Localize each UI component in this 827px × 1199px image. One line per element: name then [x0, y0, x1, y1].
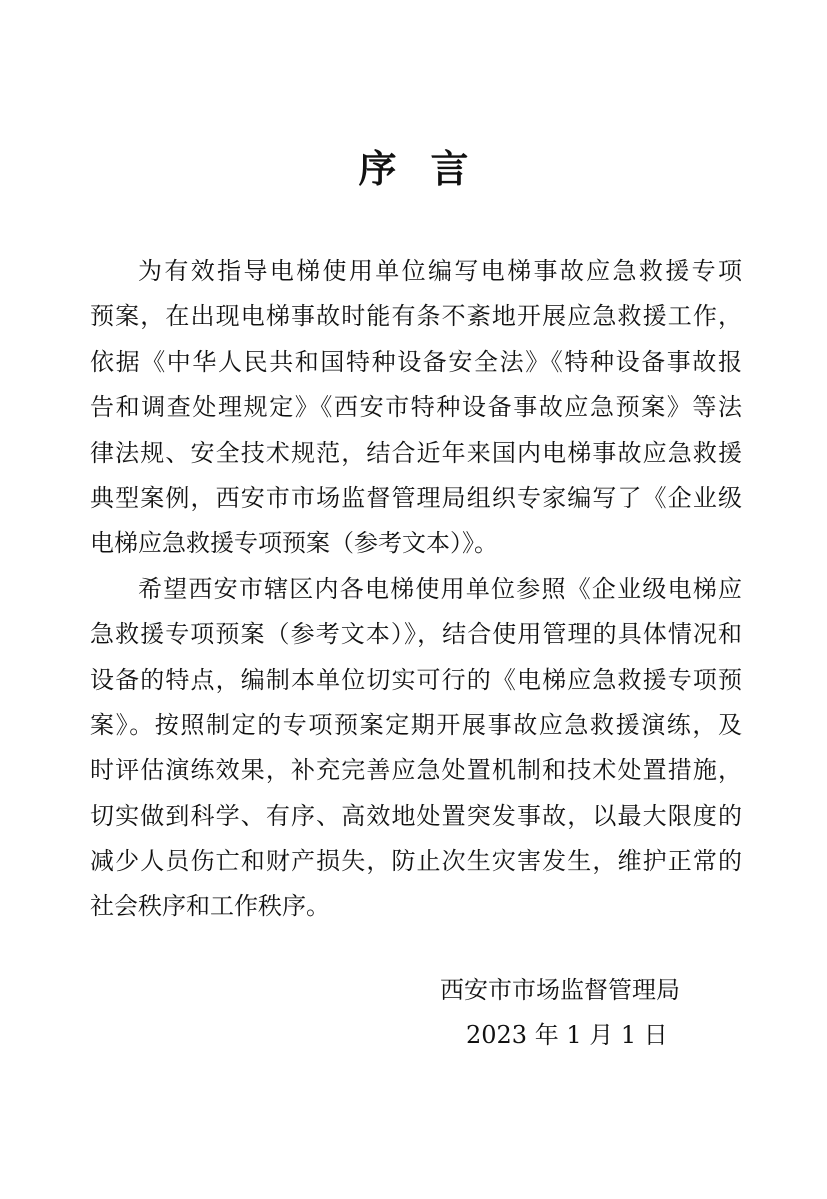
paragraph-line: 律法规、安全技术规范，结合近年来国内电梯事故应急救援	[90, 438, 742, 467]
paragraph-line: 电梯应急救援专项预案（参考文本）》。	[90, 529, 498, 558]
paragraph-line: 时评估演练效果，补充完善应急处置机制和技术处置措施，	[90, 756, 742, 785]
preface-body	[90, 249, 742, 930]
paragraph-line: 社会秩序和工作秩序。	[90, 892, 330, 921]
signature-organization: 西安市市场监督管理局	[440, 976, 680, 1004]
paragraph-line: 为有效指导电梯使用单位编写电梯事故应急救援专项	[138, 257, 742, 285]
paragraph-line: 预案，在出现电梯事故时能有条不紊地开展应急救援工作，	[90, 302, 742, 331]
paragraph-line: 减少人员伤亡和财产损失，防止次生灾害发生，维护正常的	[90, 847, 742, 876]
paragraph-line: 切实做到科学、有序、高效地处置突发事故，以最大限度的	[90, 801, 742, 830]
paragraph-line: 希望西安市辖区内各电梯使用单位参照《企业级电梯应	[138, 574, 742, 603]
paragraph-line: 案》。按照制定的专项预案定期开展事故应急救援演练，及	[90, 710, 742, 739]
signature-date: 2023 年 1 月 1 日	[466, 1021, 668, 1049]
paragraph-line: 告和调查处理规定》《西安市特种设备事故应急预案》等法	[90, 393, 742, 422]
paragraph-line: 急救援专项预案（参考文本）》，结合使用管理的具体情况和	[90, 620, 742, 649]
paragraph-1	[90, 249, 742, 567]
paragraph-line: 设备的特点，编制本单位切实可行的《电梯应急救援专项预	[90, 665, 742, 694]
paragraph-line: 依据《中华人民共和国特种设备安全法》《特种设备事故报	[90, 347, 742, 376]
paragraph-2	[90, 567, 742, 930]
page-title: 序言	[358, 146, 503, 191]
paragraph-line: 典型案例，西安市市场监督管理局组织专家编写了《企业级	[90, 483, 742, 512]
